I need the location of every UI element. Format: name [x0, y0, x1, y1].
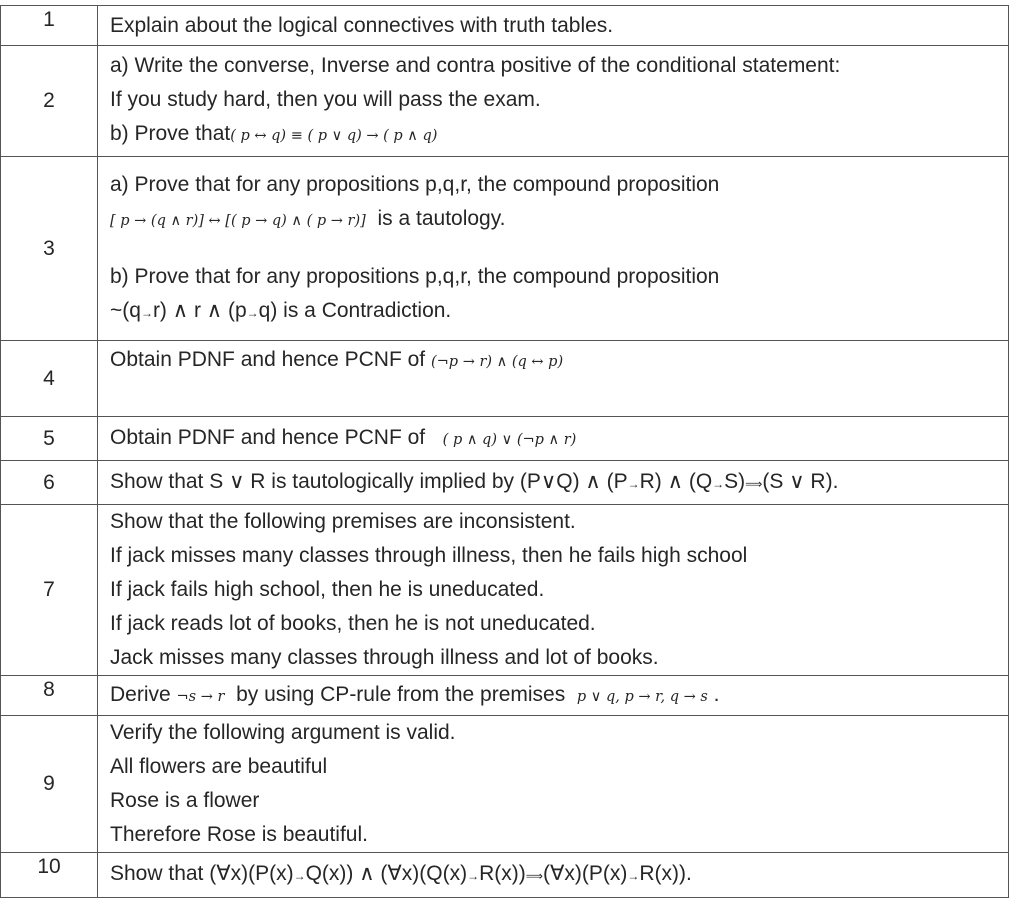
question-text: [98, 505, 1009, 676]
text-segment: (∀x)(P(x): [542, 862, 628, 885]
question-text: [98, 6, 1009, 46]
question-number: 8: [1, 676, 98, 716]
small-arrow: →: [246, 305, 259, 320]
text-line: [110, 117, 1004, 153]
question-row-8: [1, 676, 1009, 716]
text-segment: R) ∧ (Q: [639, 469, 713, 493]
text-line: b) Prove that for any propositions p,q,r, the compound proposition: [110, 264, 720, 288]
text-line: Verify the following argument is valid.: [110, 721, 456, 744]
text-segment: R(x)): [479, 862, 526, 885]
question-number: 2: [1, 46, 98, 157]
small-arrow: →: [140, 305, 153, 320]
text-line: Explain about the logical connectives with truth tables.: [110, 13, 614, 37]
text-line: [110, 202, 1004, 238]
text-line: [110, 465, 1004, 501]
spacer: [110, 238, 1004, 260]
small-arrow: →: [627, 869, 640, 883]
question-number: 7: [1, 505, 98, 676]
question-number: 4: [1, 341, 98, 417]
text-segment: q) is a Contradiction.: [258, 298, 452, 322]
text-segment: Derive: [110, 682, 171, 706]
formula: (¬p → r) ∧ (q ↔ p): [431, 354, 564, 370]
text-line: If jack fails high school, then he is uneducated.: [110, 578, 545, 601]
text-line: Therefore Rose is beautiful.: [110, 823, 368, 846]
question-number: 1: [1, 6, 98, 46]
text-segment: Show that (∀x)(P(x): [110, 862, 294, 885]
text-line: [110, 294, 1004, 330]
question-text: [98, 46, 1009, 157]
text-line: If jack misses many classes through illness, then he fails high school: [110, 544, 748, 567]
question-number: 9: [1, 716, 98, 853]
text-segment: is a tautology.: [377, 206, 506, 230]
small-arrow: →: [712, 476, 725, 491]
question-text: [98, 157, 1009, 341]
question-row-9: [1, 716, 1009, 853]
formula: ( p ∧ q) ∨ (¬p ∧ r): [442, 431, 577, 448]
small-arrow: →: [467, 869, 480, 883]
text-segment: Show that S ∨ R is tautologically implied by (P∨Q) ∧ (P: [110, 469, 628, 493]
formula: [ p → (q ∧ r)] ↔ [( p → q) ∧ ( p → r)]: [110, 212, 366, 229]
text-line: [110, 678, 1004, 714]
question-row-5: [1, 417, 1009, 461]
text-line: If you study hard, then you will pass the exam.: [110, 88, 541, 111]
text-line: a) Prove that for any propositions p,q,r, the compound proposition: [110, 172, 720, 196]
question-number: 5: [1, 417, 98, 461]
question-number: 10: [1, 853, 98, 898]
question-text: [98, 676, 1009, 716]
text-segment: (S ∨ R).: [762, 469, 839, 493]
text-segment: Q(x)) ∧ (∀x)(Q(x): [305, 862, 468, 885]
text-segment: S): [724, 469, 746, 493]
text-line: Show that the following premises are inconsistent.: [110, 510, 576, 533]
text-segment: r) ∧ r ∧ (p: [152, 298, 247, 322]
implies-symbol: ⟹: [525, 869, 543, 883]
question-number: 6: [1, 461, 98, 505]
question-row-3: [1, 157, 1009, 341]
text-line: If jack reads lot of books, then he is not uneducated.: [110, 612, 596, 635]
question-text: [98, 461, 1009, 505]
formula: p ∨ q, p → r, q → s: [576, 688, 708, 705]
text-segment: Obtain PDNF and hence PCNF of: [110, 348, 426, 371]
question-text: [98, 853, 1009, 898]
question-row-10: [1, 853, 1009, 898]
question-number: 3: [1, 157, 98, 341]
question-row-6: [1, 461, 1009, 505]
text-segment: b) Prove that: [110, 122, 231, 145]
text-segment: ~(q: [110, 298, 141, 322]
text-line: [110, 343, 1004, 379]
question-table: [0, 5, 1009, 898]
text-segment: by using CP-rule from the premises: [236, 682, 566, 706]
small-arrow: →: [627, 476, 640, 491]
question-text: [98, 341, 1009, 417]
question-text: [98, 716, 1009, 853]
question-row-1: [1, 6, 1009, 46]
text-line: All flowers are beautiful: [110, 755, 328, 778]
text-segment: .: [713, 682, 720, 706]
small-arrow: →: [293, 869, 306, 883]
question-row-2: [1, 46, 1009, 157]
text-line: [110, 857, 1004, 893]
implies-symbol: ⟹: [745, 476, 763, 491]
formula: ( p ↔ q) ≡ ( p ∨ q) → ( p ∧ q): [230, 128, 438, 144]
text-line: Rose is a flower: [110, 789, 260, 812]
text-line: Jack misses many classes through illness and lot of books.: [110, 646, 659, 669]
text-line: [110, 421, 1004, 457]
text-segment: R(x)).: [639, 862, 692, 885]
text-segment: Obtain PDNF and hence PCNF of: [110, 425, 426, 449]
question-row-4: [1, 341, 1009, 417]
question-row-7: [1, 505, 1009, 676]
formula: ¬s → r: [176, 688, 225, 705]
question-text: [98, 417, 1009, 461]
text-line: a) Write the converse, Inverse and contra positive of the conditional statement:: [110, 54, 841, 77]
